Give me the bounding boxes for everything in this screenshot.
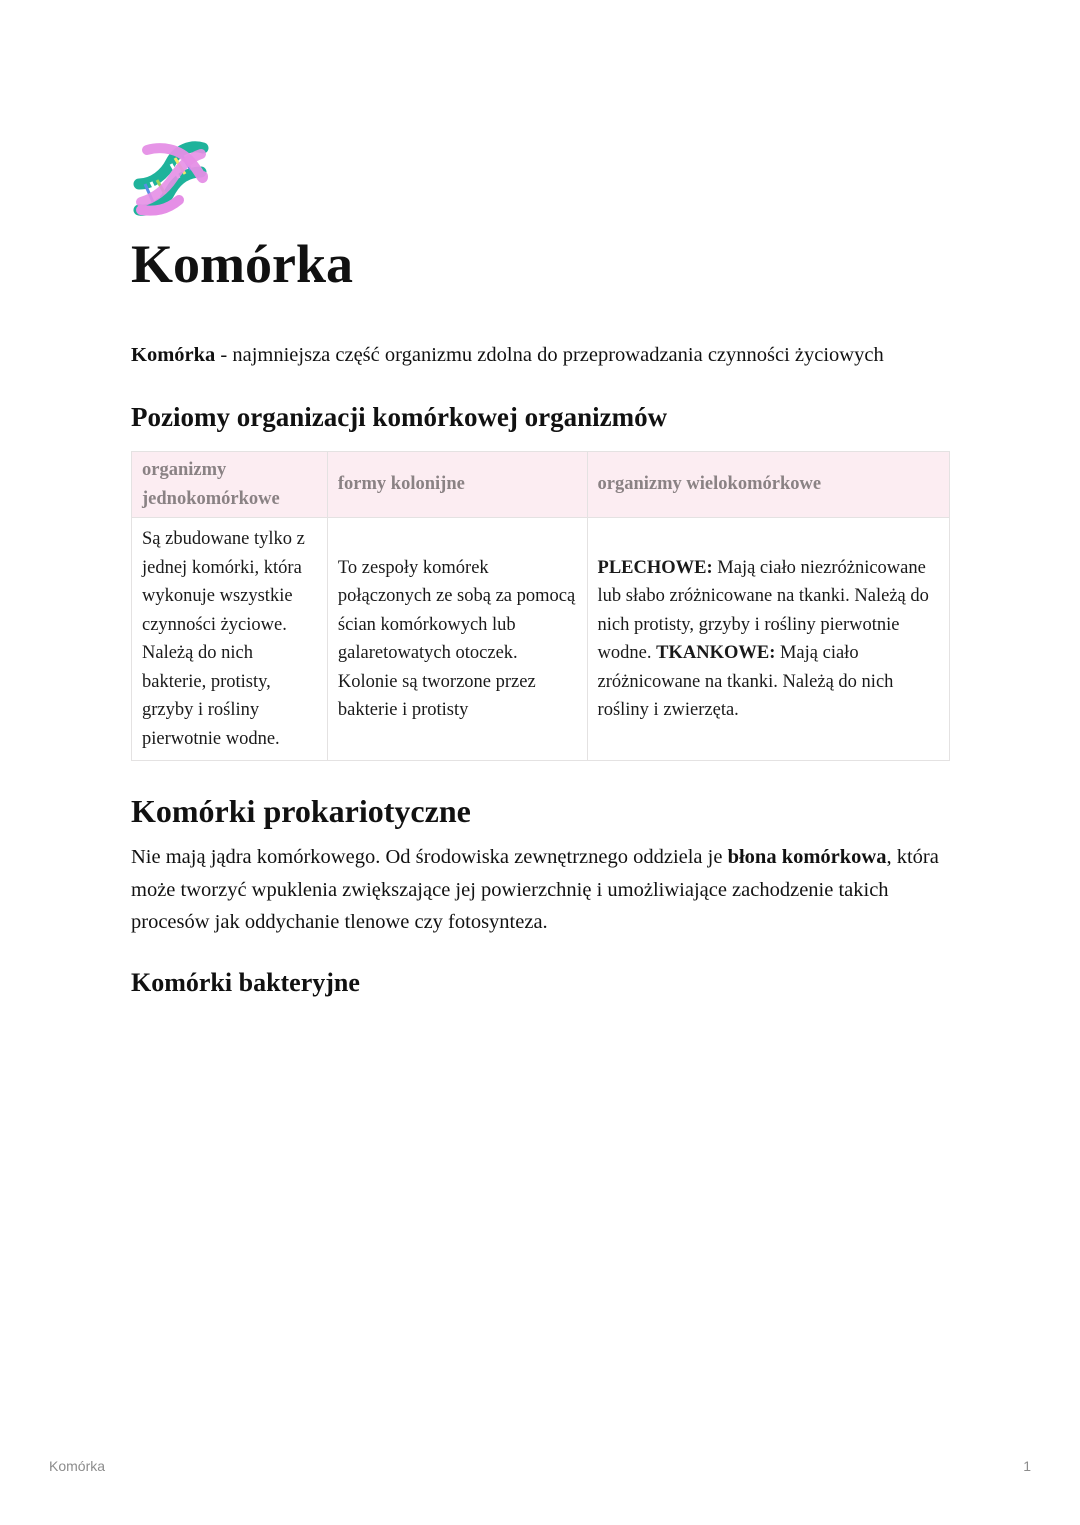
prokaryotic-paragraph <box>131 841 951 939</box>
paragraph-text: Nie mają jądra komórkowego. Od środowiska zewnętrznego oddziela je <box>131 846 728 868</box>
text-tkankowe: Mają ciało zróżnicowane na tkanki. Należą do nich rośliny i zwierzęta. <box>597 643 894 720</box>
table-header-cell: organizmy wielokomórkowe <box>587 452 949 518</box>
table-header-row <box>132 452 950 518</box>
table-cell-colonial: To zespoły komórek połączonych ze sobą za pomocą ścian komórkowych lub galaretowatych otoczek. Kolonie są tworzone przez bakterie i protisty <box>327 518 587 761</box>
text-plechowe: Mają ciało niezróżnicowane lub słabo zróżnicowane na tkanki. Należą do nich protisty, grzyby i rośliny pierwotnie wodne. <box>597 557 929 663</box>
table-row <box>132 518 950 761</box>
definition-term: Komórka <box>131 344 216 366</box>
table-cell-multicellular <box>587 518 949 761</box>
section-heading-levels: Poziomy organizacji komórkowej organizmów <box>131 402 668 432</box>
label-plechowe: PLECHOWE: <box>597 557 713 578</box>
footer-page-number: 1 <box>1023 1458 1031 1474</box>
footer-doc-title: Komórka <box>49 1458 106 1474</box>
definition <box>131 340 961 370</box>
page-title: Komórka <box>131 234 353 294</box>
organization-levels-table <box>131 451 950 761</box>
paragraph-text: , która może tworzyć wpuklenia zwiększające jej powierzchnię i umożliwiające zachodzenie takich procesów jak oddychanie tlenowe czy fotosynteza. <box>131 846 939 933</box>
section-heading-bacterial: Komórki bakteryjne <box>131 968 360 997</box>
definition-separator: - <box>215 344 233 366</box>
definition-text: najmniejsza część organizmu zdolna do przeprowadzania czynności życiowych <box>232 344 884 366</box>
table-header-cell: formy kolonijne <box>327 452 587 518</box>
section-heading-prokaryotic: Komórki prokariotyczne <box>131 793 471 829</box>
label-tkankowe: TKANKOWE: <box>656 643 776 663</box>
table-cell-unicellular: Są zbudowane tylko z jednej komórki, która wykonuje wszystkie czynności życiowe. Należą do nich bakterie, protisty, grzyby i rośliny pierwotnie wodne. <box>132 518 328 761</box>
dna-icon <box>131 140 211 218</box>
bold-term: błona komórkowa <box>727 846 887 868</box>
table-header-cell: organizmy jednokomórkowe <box>132 452 328 518</box>
